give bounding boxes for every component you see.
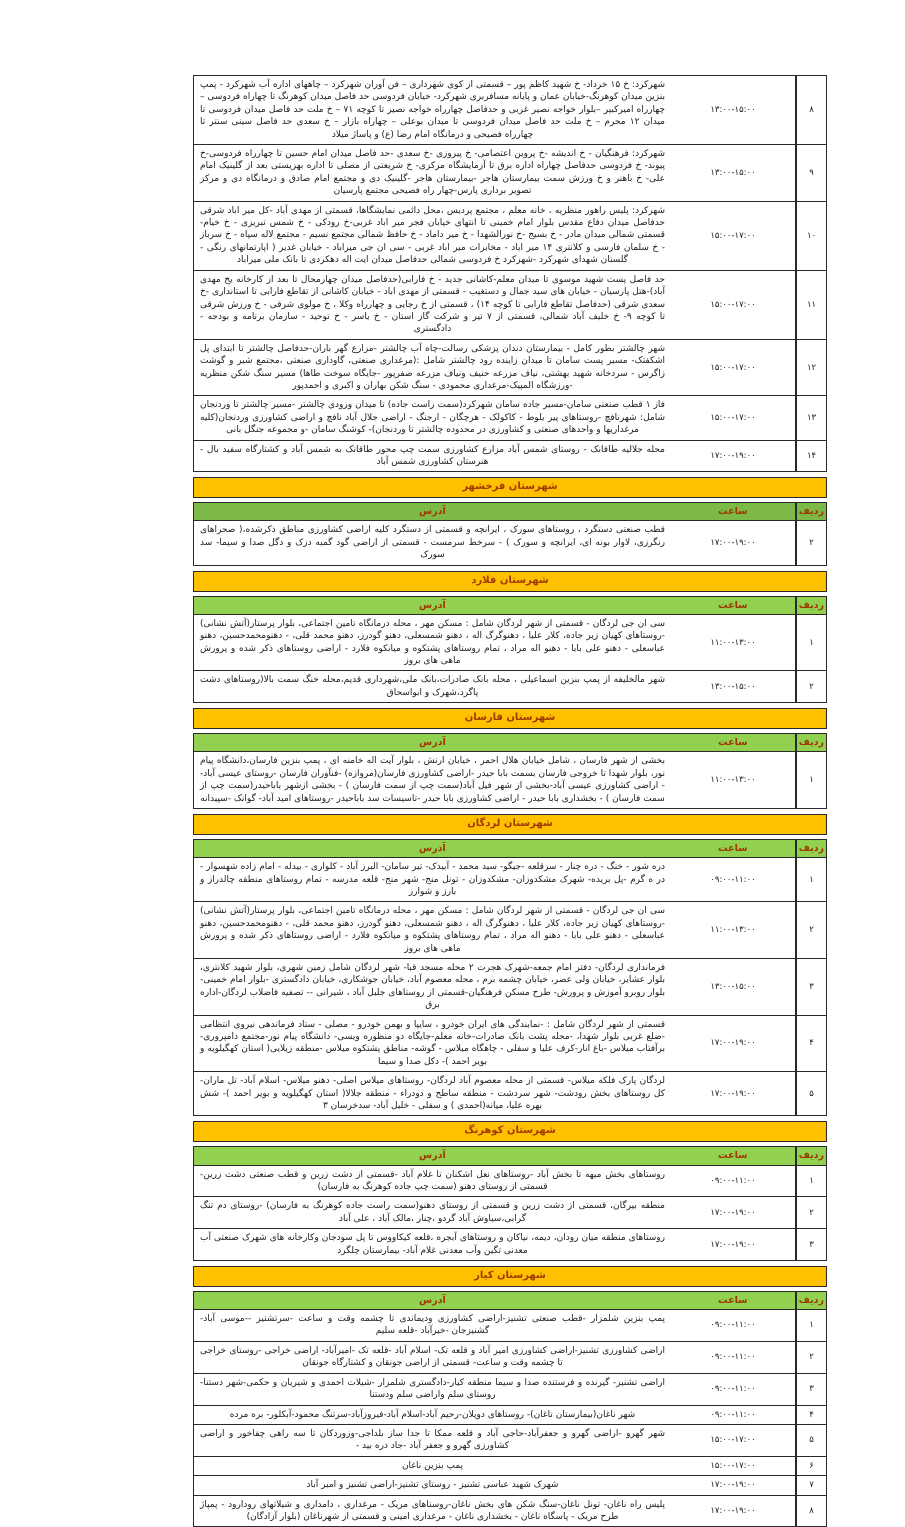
row-number-cell: ۴ xyxy=(796,1016,826,1072)
table-row xyxy=(194,1228,826,1260)
address-cell: پمپ بنزین شلمزار -قطب صنعتی تشنیز-اراضی کشاورزی ودیماندی تا چشمه وقت و ساعت -سرتشنیز --موسی آباد-گشنیزجان -خیرآباد -قلعه سلیم xyxy=(200,1314,665,1337)
time-cell: ۱۳:۰۰-۱۵:۰۰ xyxy=(671,145,796,201)
section-header xyxy=(193,477,827,498)
row-number-cell: ۶ xyxy=(796,1457,826,1475)
table-row xyxy=(194,1309,826,1341)
column-header-time: ساعت xyxy=(671,1292,796,1309)
row-number-cell: ۳ xyxy=(796,1229,826,1260)
table-row xyxy=(194,1475,826,1494)
section-title: شهرستان کیار xyxy=(474,1269,546,1281)
row-number-cell: ۲ xyxy=(796,671,826,702)
section-block xyxy=(193,75,827,472)
row-number-cell: ۳ xyxy=(796,959,826,1015)
address-cell: سی ان جی لردگان - قسمتی از شهر لردگان شامل : مسکن مهر ، محله درمانگاه تامین اجتماعی، بلوار پرستار(آتش نشانی) -روستاهای کهیان زیر جاده، کلار علیا ، دهنوگرگ اله ، دهنو شمسعلی، دهنو گودرز، دهنو محمد قلی، - دهنومحمدحسین، دهنو عباسعلی - دهنو علی بابا - دهنو اله مراد ، تمام روستاهای پشتکوه و میانکوه فلارد - اراضی روستاهای ذکر شده و پرورش ماهی های بروز xyxy=(200,618,665,667)
row-number-cell: ۱ xyxy=(796,1310,826,1341)
section-block xyxy=(193,596,827,704)
section-block xyxy=(193,1291,827,1527)
address-cell: شهر گهرو -اراضی گهرو و جعفرآباد-حاجی آباد و قلعه ممکا تا جدا ساز بلداجی-وزوردکان تا سه راهی چفاخور و اراضی کشاورزی گهرو و جعفر آباد -جاد دره بید - xyxy=(200,1428,665,1452)
table-row xyxy=(194,395,826,439)
address-cell: شهرکرد: پلیس راهور منظریه ، خانه معلم ، مجتمع پردیس ،محل دائمی نمایشگاها، قسمتی از مهدی آباد -کل میر اباد شرقی حدفاصل میدان دفاع مقدس بلوار امام خمینی تا انتهای خیابان فجر میر اباد غربی-خ رودکی - خ شمس تبریزی - خ خیام- قسمتی شمالی میدان مادر - خ بسیج -خ نورالشهدا - خ میر داماد - خ حافظ شمالی مجتمع نسیم - مجتمع لاله سپاه - خ سرباز - خ سلمان فارسی و کلانتری ۱۴ میر اباد - مخابرات میر اباد غربی - سی ان جی میراباد - خیابان غدیر ( اپارتمانهای رنگی - گلستان شهدای شهرکرد -شهرکرد خ فردوسی شمالی حدفاصل میدان ایت اله دهکردی تا بانک ملی میراباد xyxy=(200,205,665,266)
section-header xyxy=(193,1266,827,1287)
address-cell: بخشی از شهر فارسان ، شامل خیابان هلال احمر ، خیابان ارتش ، بلوار آیت اله خامنه ای ، پمپ بنزین فارسان،دانشگاه پیام نور، بلوار شهدا تا خروجی فارسان بسمت بابا حیدر -اراضی کشاورزی فارسان(مروازه) -فنآوران فارسان -روستای عیسی آباد- - اراضی کشاورزی عیسی آباد-بخشی از شهر فیل آباد(سمت چپ از سمت فارسان ) - بخشی ازشهر باباحیدر(سمت چپ از سمت فارسان ) - بخشداری بابا حیدر - اراضی کشاورزی بابا حیدر -تاسیسات سد باباحیدر -روستاهای امید آباد- گوانک -سپیدانه xyxy=(200,756,665,804)
time-cell: ۱۵:۰۰-۱۷:۰۰ xyxy=(671,340,796,396)
row-number-cell: ۱ xyxy=(796,858,826,901)
time-cell: ۱۷:۰۰-۱۹:۰۰ xyxy=(671,441,796,472)
table-row xyxy=(194,1495,826,1527)
row-number-cell: ۱ xyxy=(796,752,826,808)
address-cell: اراضی تشنیز- گیرنده و فرستنده صدا و سیما منطقه کیار-دادگستری شلمزار -شیلات احمدی و شیریان و حکمی-شهر دستنا- روستای سلم واراضی سلم ودستنا xyxy=(200,1377,665,1401)
section-header xyxy=(193,571,827,592)
column-header-row xyxy=(194,734,826,751)
column-header-row-number: ردیف xyxy=(796,503,826,520)
address-cell: منطقه بیرگان، قسمتی از دشت زرین و قسمتی از روستای دهنو(سمت راست جاده کوهرنگ به فارسان) -روستای دم تنگ گرابی،سیاوش آباد گردو ،چنار ،مالک آباد ، علی آباد xyxy=(200,1201,665,1224)
time-cell: ۰۹:۰۰-۱۱:۰۰ xyxy=(671,1374,796,1405)
row-number-cell: ۲ xyxy=(796,1197,826,1228)
time-cell: ۱۷:۰۰-۱۹:۰۰ xyxy=(671,1496,796,1527)
time-cell: ۰۹:۰۰-۱۱:۰۰ xyxy=(671,858,796,901)
column-header-row xyxy=(194,503,826,520)
section-title: شهرستان فلارد xyxy=(471,574,549,586)
table-section xyxy=(193,1266,827,1527)
time-cell: ۱۷:۰۰-۱۹:۰۰ xyxy=(671,1072,796,1115)
row-number-cell: ۱۰ xyxy=(796,202,826,270)
table-section xyxy=(193,75,827,472)
time-cell: ۱۱:۰۰-۱۳:۰۰ xyxy=(671,752,796,808)
column-header-time: ساعت xyxy=(671,597,796,614)
address-cell: فاز ۱ قطب صنعتی سامان-مسیر جاده سامان شهرکرد(سمت راست جاده) تا میدان ورودی چالشتر -مسیر چالشتر تا وردنجان شامل: شهرنافچ -روستاهای پیر بلوط - کاکولک - هرچگان - ارجنگ - اراضی جلال آباد نافچ و اراضی کشاورزی وردنجان(کلیه مرغداریها و واحدهای صنعتی و کشاورزی در محدوده چالشتر تا وردنجان)- کوشنگ سامان -و مجموعه جنگل بانی xyxy=(200,400,665,436)
table-section xyxy=(193,571,827,704)
time-cell: ۱۷:۰۰-۱۹:۰۰ xyxy=(671,521,796,564)
address-cell: فرمانداری لردگان- دفتر امام جمعه-شهرک هجرت ۲ محله مسجد قبا- شهر لردگان شامل زمین شهری، بلوار شهید کلانتری، بلوار عشایر، خیابان ولی عصر، خیابان چشمه برم ، محله معصوم آباد، خیابان جوشکاری، خیابان دادگستری -بلوار امام خمینی- بلوار روبرو آموزش و پرورش- طرح مسکن فرهنگیان-قسمتی از روستاهای جلیل آباد ، شیرانی -- تصفیه فاضلاب لردگان-اداره برق xyxy=(200,962,665,1011)
address-cell: لردگان پارک فلکه میلاس- قسمتی از محله معصوم آباد لردگان- روستاهای میلاس اصلی- دهنو میلاس- اسلام آباد- تل ماران- کل روستاهای بخش رودشت- شهر سردشت - منطقه ساطح و دودراء - منطقه جلالا( استان کهگیلویه و بویر احمد )- شش بهره علیا، میانه(احمدی ) و سفلی - خلیل آباد- سدخرسان ۳ xyxy=(200,1076,665,1111)
column-header-row-number: ردیف xyxy=(796,597,826,614)
address-cell: روستاهای منطقه میان رودان، دیمه، نیاکان و روستاهای آبجره ،قلعه کیکاووس تا پل سودجان وکارخانه های شهرک صنعتی آب معدنی تگین وآب معدنی غلام آباد- بیمارستان چلگرد xyxy=(200,1233,665,1256)
table-row xyxy=(194,670,826,702)
table-row xyxy=(194,1373,826,1405)
table-section xyxy=(193,708,827,809)
row-number-cell: ۲ xyxy=(796,521,826,564)
row-number-cell: ۵ xyxy=(796,1425,826,1456)
column-header-address: آدرس xyxy=(419,842,446,854)
time-cell: ۱۳:۰۰-۱۵:۰۰ xyxy=(671,959,796,1015)
row-number-cell: ۱ xyxy=(796,615,826,671)
column-header-time: ساعت xyxy=(671,1147,796,1164)
table-row xyxy=(194,339,826,396)
column-header-address: آدرس xyxy=(419,599,446,611)
table-row xyxy=(194,1015,826,1072)
section-block xyxy=(193,839,827,1116)
address-cell: پمپ بنزین ناغان xyxy=(401,1460,464,1471)
address-cell: شهر مالخلیفه از پمپ بنزین اسماعیلی ، محله بانک صادرات،بانک ملی،شهرداری قدیم،محله خنگ سمت بالا(روستاهای دشت پاگرد،شهرک و ابواسحاق xyxy=(200,675,665,698)
time-cell: ۱۱:۰۰-۱۳:۰۰ xyxy=(671,615,796,671)
row-number-cell: ۱۱ xyxy=(796,271,826,339)
time-cell: ۰۹:۰۰-۱۱:۰۰ xyxy=(671,1166,796,1197)
section-block xyxy=(193,1146,827,1261)
section-header xyxy=(193,708,827,729)
time-cell: ۱۵:۰۰-۱۷:۰۰ xyxy=(671,396,796,439)
row-number-cell: ۹ xyxy=(796,145,826,201)
table-row xyxy=(194,201,826,270)
table-row xyxy=(194,144,826,201)
outage-schedule-table xyxy=(193,75,827,1527)
row-number-cell: ۷ xyxy=(796,1476,826,1494)
column-header-time: ساعت xyxy=(671,840,796,857)
table-row xyxy=(194,857,826,901)
time-cell: ۱۵:۰۰-۱۷:۰۰ xyxy=(671,1425,796,1456)
address-cell: محله جلالیه طاقانک - روستای شمس آباد مزارع کشاورزی سمت چپ محور طاقانک به شمس آباد و کشتارگاه سفید بال - هنرستان کشاورزی شمس آباد xyxy=(200,444,665,467)
table-section xyxy=(193,1121,827,1261)
column-header-row-number: ردیف xyxy=(796,1292,826,1309)
section-title: شهرستان فارسان xyxy=(464,712,556,724)
section-header xyxy=(193,1121,827,1142)
column-header-row xyxy=(194,597,826,614)
column-header-time: ساعت xyxy=(671,503,796,520)
table-row xyxy=(194,958,826,1015)
section-block xyxy=(193,502,827,565)
table-row xyxy=(194,1456,826,1475)
table-row xyxy=(194,901,826,958)
column-header-time: ساعت xyxy=(671,734,796,751)
table-row xyxy=(194,270,826,339)
row-number-cell: ۴ xyxy=(796,1406,826,1424)
row-number-cell: ۸ xyxy=(796,76,826,144)
row-number-cell: ۳ xyxy=(796,1374,826,1405)
time-cell: ۰۹:۰۰-۱۱:۰۰ xyxy=(671,1310,796,1341)
column-header-address: آدرس xyxy=(419,506,446,518)
time-cell: ۱۱:۰۰-۱۳:۰۰ xyxy=(671,902,796,958)
time-cell: ۱۳:۰۰-۱۵:۰۰ xyxy=(671,76,796,144)
time-cell: ۱۷:۰۰-۱۹:۰۰ xyxy=(671,1016,796,1072)
column-header-row-number: ردیف xyxy=(796,734,826,751)
column-header-row xyxy=(194,840,826,857)
column-header-address: آدرس xyxy=(419,1294,446,1306)
column-header-address: آدرس xyxy=(419,737,446,749)
row-number-cell: ۱۴ xyxy=(796,441,826,472)
time-cell: ۱۳:۰۰-۱۵:۰۰ xyxy=(671,671,796,702)
column-header-row xyxy=(194,1292,826,1309)
time-cell: ۰۹:۰۰-۱۱:۰۰ xyxy=(671,1406,796,1424)
column-header-row-number: ردیف xyxy=(796,1147,826,1164)
table-row xyxy=(194,520,826,564)
table-section xyxy=(193,814,827,1116)
table-row xyxy=(194,76,826,144)
address-cell: شهرکرد: خ ۱۵ خرداد- خ شهید کاظم پور – قسمتی از کوی شهرداری – فن آوران شهرکرد – چاههای اداره آب شهرکرد - پمپ بنزین میدان کوهرنگ-خیابان عمان و پایانه مسافربری شهرکرد- خیابان فردوسی حد فاصل میدان کوهرنگ تا چهاراه فردوسی – چهارراه امیرکبیر –بلوار خواجه نصیر غربی و حدفاصل چهارراه خواجه نصیر تا کوچه ۷۱ – خ ملت حد فاصل میدان فردوسی تا میدان ۱۲ محرم – خ ملت حد فاصل میدان فردوسی تا میدان بوعلی – چهاراه بازار – خ سعدی حد فاصل سینی سنتر تا چهارراه فصیحی و درمانگاه امام رضا (ع) و پاساژ میلاد xyxy=(200,80,665,140)
table-row xyxy=(194,440,826,472)
section-title: شهرستان کوهرنگ xyxy=(464,1125,556,1137)
row-number-cell: ۲ xyxy=(796,902,826,958)
row-number-cell: ۱۳ xyxy=(796,396,826,439)
row-number-cell: ۲ xyxy=(796,1342,826,1373)
table-row xyxy=(194,1405,826,1424)
table-row xyxy=(194,1196,826,1228)
address-cell: دره شور - خنگ - دره چنار - سرقلعه -جیگو- سید محمد - آبیدک- تیر سامان- البرز آباد - کلواری - بیدله - امام زاده شهسوار - در ه گرم -پل بریده- شهرک مشکدوزان- مشکدوزان - تونل منج- شهر منج- قلعه مدرسه - تمام روستاهای منطقه چالدراز و بارز و شوارز xyxy=(200,862,665,897)
time-cell: ۱۷:۰۰-۱۹:۰۰ xyxy=(671,1476,796,1494)
address-cell: شهرکرد: فرهنگیان - خ اندیشه -خ پروین اعتصامی- خ پیروزی -خ سعدی -حد فاصل میدان امام حسین تا چهارراه فردوسی-خ پیوند- خ فردوسی حدفاصل چهاراه اداره برق تا آزمایشگاه مرکزی- خ شریعتی از مصلی تا اداره بهزیستی بعد از گلینیک امام علی- خ باهنر و خ ورزش سمت بیمارستان هاجر -بیمارستان هاجر -گلینیک دی و مجتمع امام صادق و درمانگاه دی و مرکز تصویر برداری پارس-چهار راه فصیحی مجتمع پارسیان xyxy=(200,149,665,197)
address-cell: اراضی کشاورزی تشنیز-اراضی کشاورزی امیر آباد و قلعه تک- اسلام آباد -قلعه تک -امیرآباد- اراضی خراجی -روستای خراجی تا چشمه وقت و ساعت- قسمتی از اراضی جونقان و کشتارگاه جونقان xyxy=(200,1345,665,1369)
table-row xyxy=(194,1165,826,1197)
section-title: شهرستان فرخشهر xyxy=(462,481,558,493)
address-cell: قسمتی از شهر لردگان شامل : -نمایندگی های ایران خودرو ، سایپا و بهمن خودرو - مصلی - ستاد فرماندهی نیروی انتظامی -ضلع غربی بلوار شهدا، -محله پشت بانک صادرات-خانه معلم-جایگاه دو منظوره ویسی- دانشگاه پیام نور-مجتمع دامپروری- برآفتاب میلاس -باغ انار-کرف علیا و سفلی - چاهگاه میلاس - گوشه- مناطق پشتکوه میلاس -منطقه زیلایی( استان کهگیلویه و بویر احمد )- دکل صدا و سیما xyxy=(200,1019,665,1067)
row-number-cell: ۱۲ xyxy=(796,340,826,396)
address-cell: سی ان جی لردگان - قسمتی از شهر لردگان شامل : مسکن مهر ، محله درمانگاه تامین اجتماعی، بلوار پرستار(آتش نشانی) -روستاهای کهیان زیر جاده، کلار علیا ، دهنوگرگ اله ، دهنو شمسعلی، دهنو گودرز، دهنو محمد قلی، - دهنومحمدحسین، دهنو عباسعلی - دهنو علی بابا - دهنو اله مراد ، تمام روستاهای پشتکوه و میانکوه فلارد - اراضی روستاهای ذکر شده و پرورش ماهی های بروز xyxy=(200,906,665,954)
address-cell: روستاهای بخش میهه تا بخش آباد -روستاهای نعل اشکنان تا غلام آباد -قسمتی از دشت زرین و قطب صنعتی دشت زرین-قسمتی از روستای دهنو (سمت چپ جاده کوهرنگ به فارسان) xyxy=(200,1169,665,1192)
address-cell: قطب صنعتی دستگرد ، روستاهای سورک ، ایرانچه و قسمتی از دستگرد کلیه اراضی کشاورزی مناطق ذکرشده،( صحراهای رنگرزی، لاوار بونه ای، ایرانچه و سورک ) - سرخط سرمست - قسمتی از اراضی گود گمبه دزک و دگل صدا و سیما- سد سورک xyxy=(200,525,665,561)
address-cell: شهر چالشتر بطور کامل - بیمارستان دندان پزشکی رسالت-چاه آب چالشتر -مزارع گهر باران-حدفاصل چالشتر تا ابتدای پل اشکفتک- مسیر پست سامان تا میدان زاینده رود چالشتر شامل :(مرغداری صنعتی، گاوداری صنعتی ،مجتمع شیر و گوشت زاگرس - سردخانه شهید بهشتی، نیاف مزرعه حنیف ونیاف مزرعه صفرپور -جایگاه سوخت طاها) مسیر سنگ شکن منظریه -ورزشگاه المپیک-مرغداری محمودی - سنگ شکن بهاران و اکبری و احمدپور xyxy=(200,343,665,391)
table-section xyxy=(193,477,827,565)
time-cell: ۱۷:۰۰-۱۹:۰۰ xyxy=(671,1197,796,1228)
column-header-address: آدرس xyxy=(419,1150,446,1162)
row-number-cell: ۵ xyxy=(796,1072,826,1115)
time-cell: ۱۵:۰۰-۱۷:۰۰ xyxy=(671,271,796,339)
time-cell: ۱۵:۰۰-۱۷:۰۰ xyxy=(671,202,796,270)
time-cell: ۱۵:۰۰-۱۷:۰۰ xyxy=(671,1457,796,1475)
address-cell: شهرک شهید عباسی تشنیز - روستای تشنیز-اراضی تشنیز و امیر آباد xyxy=(306,1480,559,1491)
section-title: شهرستان لردگان xyxy=(467,817,553,829)
address-cell: شهر ناغان(بیمارستان ناغان)- روستاهای دوپلان-رحیم آباد-اسلام آباد-فیروزآباد-سرتنگ محمود-آبکلور- بره مرده xyxy=(229,1409,636,1420)
time-cell: ۰۹:۰۰-۱۱:۰۰ xyxy=(671,1342,796,1373)
table-row xyxy=(194,1341,826,1373)
table-row xyxy=(194,1071,826,1115)
table-row xyxy=(194,614,826,671)
section-header xyxy=(193,814,827,835)
row-number-cell: ۱ xyxy=(796,1166,826,1197)
time-cell: ۱۷:۰۰-۱۹:۰۰ xyxy=(671,1229,796,1260)
column-header-row xyxy=(194,1147,826,1164)
table-row xyxy=(194,1424,826,1456)
address-cell: پلیس راه ناغان- تونل ناغان-سنگ شکن های بخش ناغان-روستاهای مریک - مرغداری ، دامداری و شیلاتهای رودارود - پمپاژ طرح مریک - پاسگاه ناغان - بخشداری ناغان - مرغداری امینی و قسمتی از شهرناغان (بلوار آزادگان) xyxy=(200,1499,665,1522)
address-cell: حد فاصل پست شهید موسوی تا میدان معلم-کاشانی جدید - خ فارابی(حدفاصل میدان چهارمحال تا بعد از کارخانه یخ مهدی آباد)-هتل پارسیان - خیابان های سید جمال و دستغیب - قسمتی از مهدی اباد - خیابان کاشانی از تقاطع فارابی تا استانداری -خ سعدی شرقی (حدفاصل تقاطع فارابی تا کوچه ۱۴) ، قسمتی از خ رجایی و چهارراه وکلا ، خ مولوی شرقی - خ ورزش شرقی تا کوچه ۹- خ خلیف آباد شمالی، قسمتی از ۷ تیر و شرکت گاز استان - خ یاسر - خ توحید - سازمان برنامه و بودجه - دادگستری xyxy=(200,274,666,335)
section-block xyxy=(193,733,827,809)
row-number-cell: ۸ xyxy=(796,1496,826,1527)
table-row xyxy=(194,751,826,808)
column-header-row-number: ردیف xyxy=(796,840,826,857)
